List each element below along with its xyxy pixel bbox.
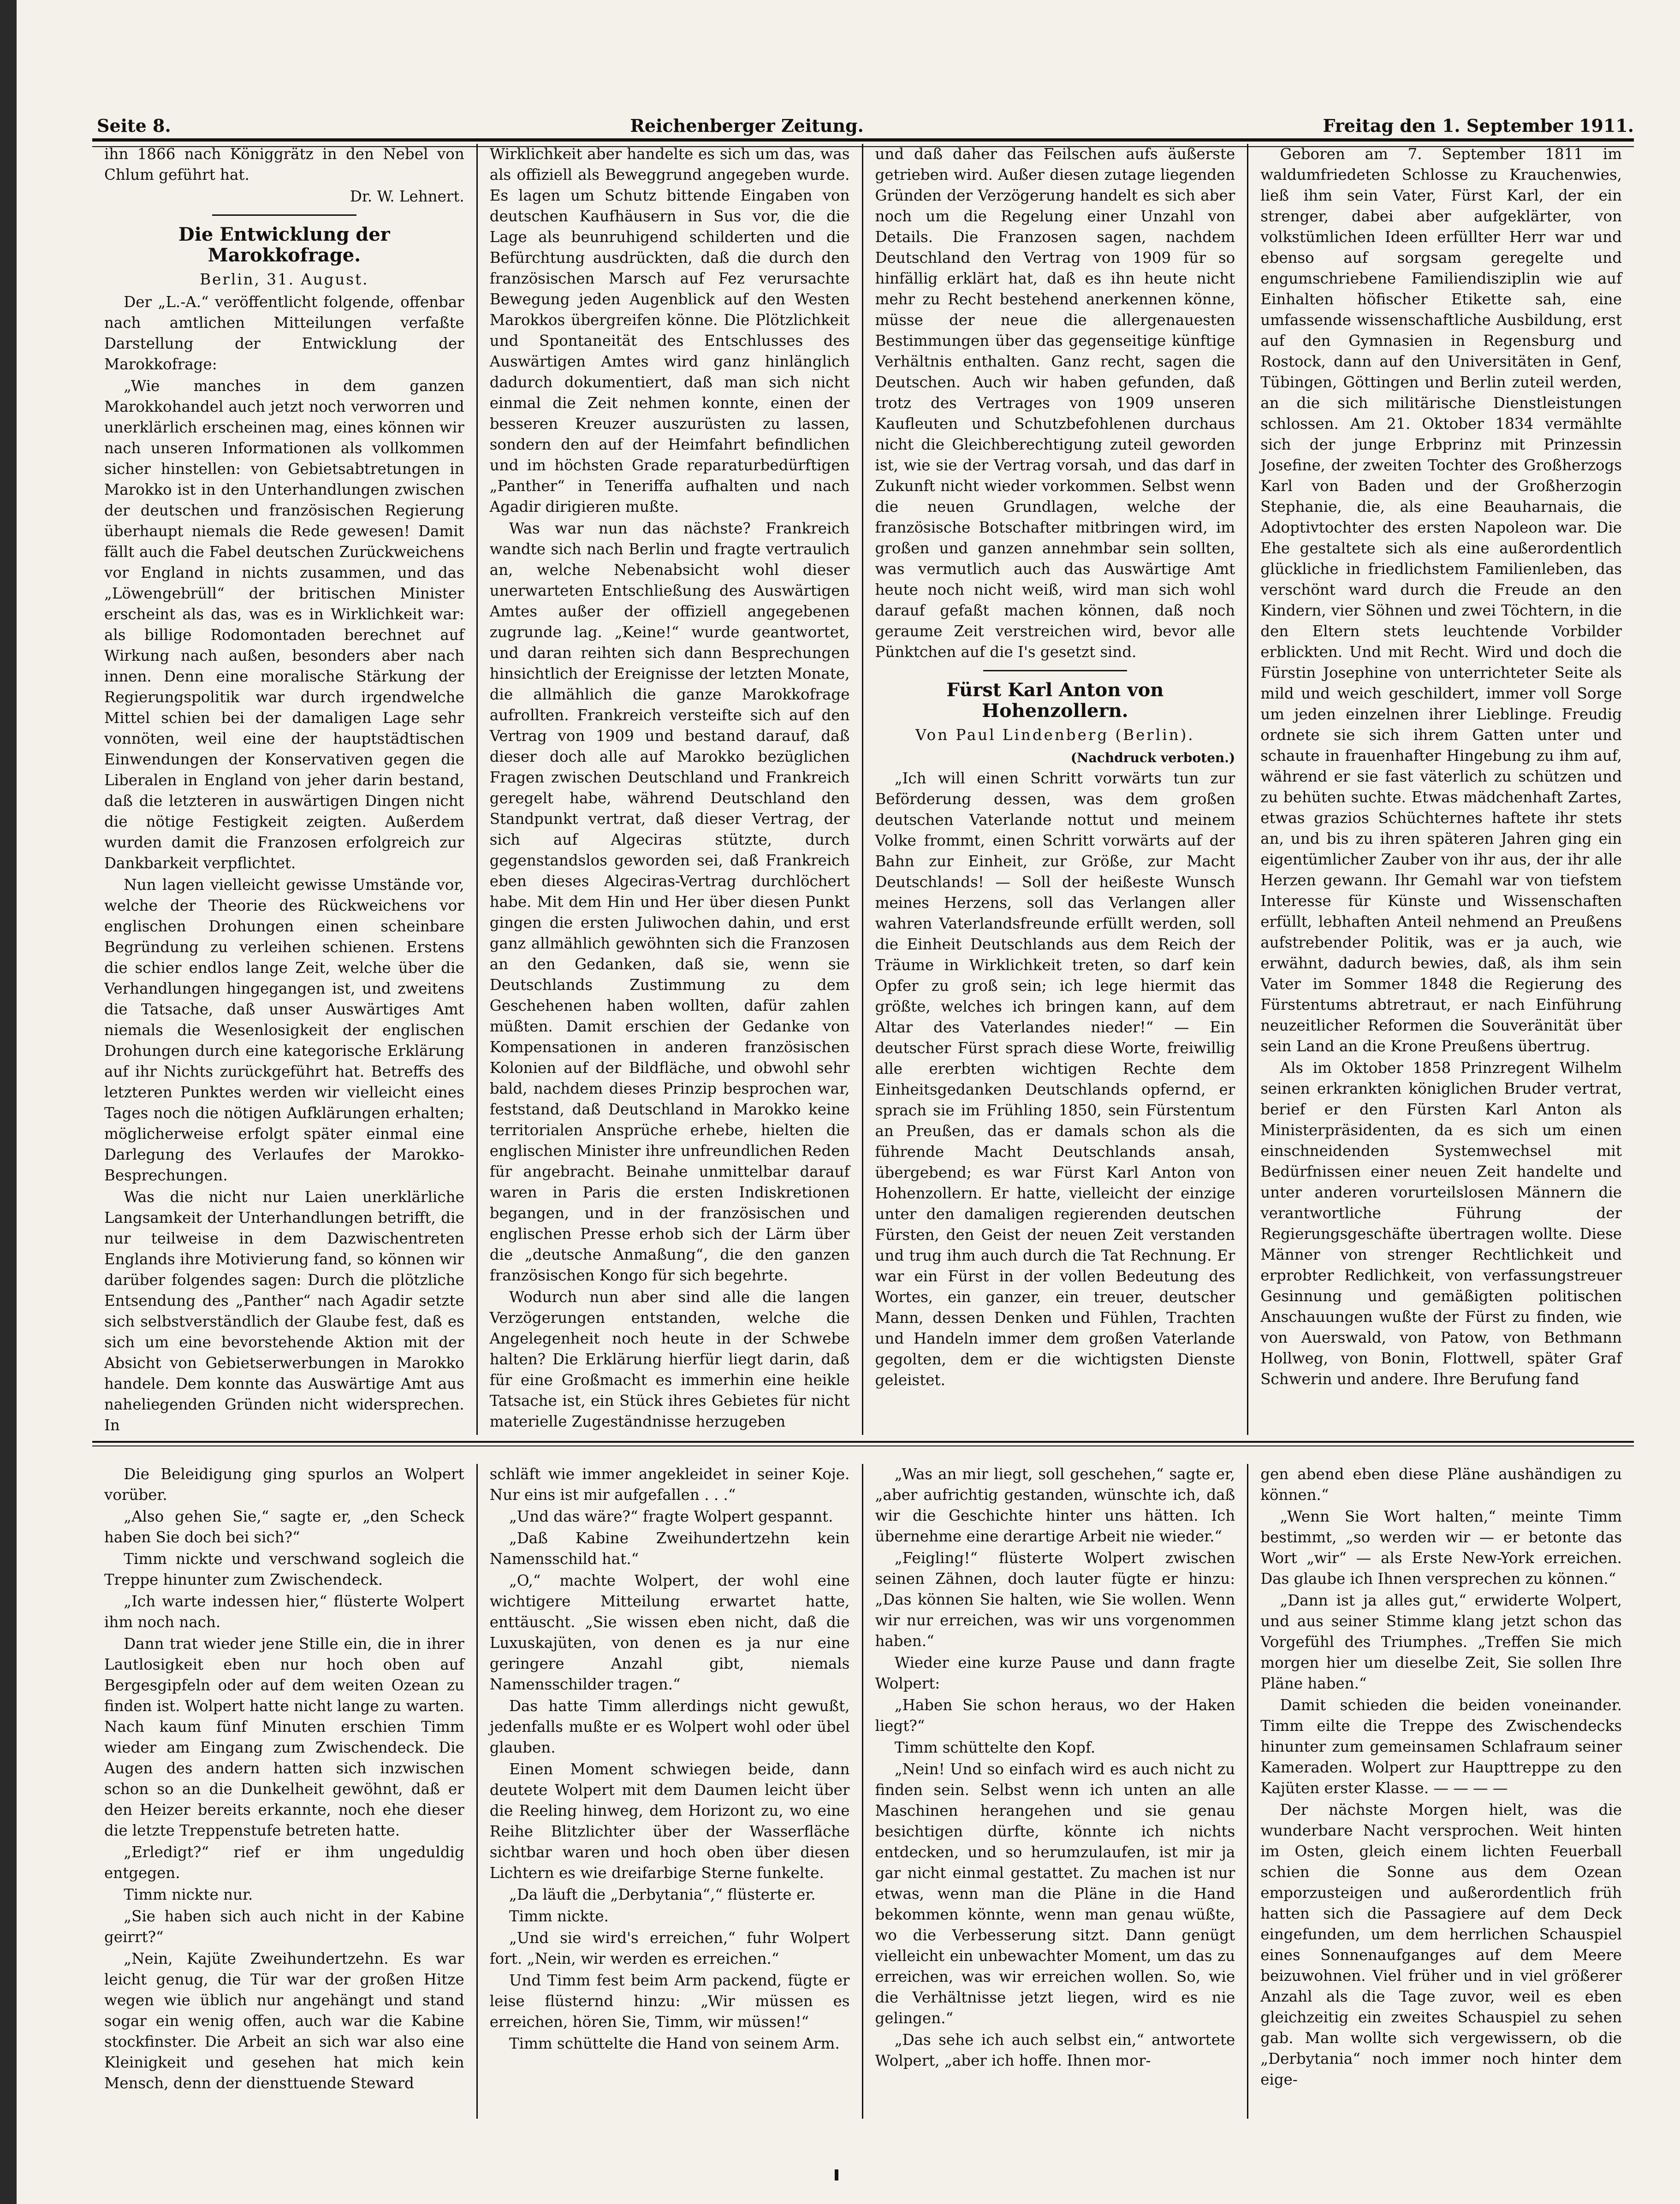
paragraph: Einen Moment schwiegen beide, dann deutete Wolpert mit dem Daumen leicht über die Reeling hinweg, dem Horizont zu, wo eine Reihe Blitzlichter über der Wasserfläche sichtbar waren und hoch oben über diesen Lichtern es wie dreifarbige Sterne funkelte.: [489, 1760, 850, 1882]
paragraph: „Und sie wird's erreichen,“ fuhr Wolpert fort. „Nein, wir werden es erreichen.“: [489, 1929, 850, 1967]
paragraph: „Ich warte indessen hier,“ flüsterte Wolpert ihm noch nach.: [104, 1593, 464, 1631]
paragraph: Was war nun das nächste? Frankreich wandte sich nach Berlin und fragte vertraulich an, welche Nebenabsicht wohl dieser unerwarteten Entschließung des Auswärtigen Amtes außer der offiziell angegebenen zugrunde lag. „Keine!“ wurde geantwortet, und daran reihten sich dann Besprechungen hinsichtlich der Ereignisse der letzten Monate, die allmählich die ganze Marokkofrage aufrollten. Frankreich versteifte sich auf den Vertrag von 1909 und bestand darauf, daß dieser doch alle auf Marokko bezüglichen Fragen zwischen Deutschland und Frankreich geregelt habe, während Deutschland den Standpunkt vertrat, daß dieser Vertrag, der sich auf Algeciras stützte, durch gegenstandslos geworden sei, daß Frankreich eben dieses Algeciras-Vertrag durchlöchert habe. Mit dem Hin und Her über diesen Punkt gingen die ersten Juliwochen dahin, und erst ganz allmählich gewöhnten sich die Franzosen an den Gedanken, daß sie, wenn sie Deutschlands Zustimmung zu dem Geschehenen haben wollten, dafür zahlen müßten. Damit erschien der Gedanke von Kompensationen in anderen französischen Kolonien auf der Bildfläche, und obwohl sehr bald, nachdem dieses Prinzip besprochen war, feststand, daß Deutschland in Marokko keine territorialen Ansprüche erhebe, hielten die englischen Minister ihre unfreundlichen Reden für angebracht. Beinahe unmittelbar darauf waren in Paris die ersten Indiskretionen begangen, und in der französischen und englischen Presse erhob sich der Lärm über die „deutsche Anmaßung“, die den ganzen französischen Kongo für sich begehrte.: [489, 520, 850, 1284]
column-2: [478, 144, 863, 1435]
paragraph: Und Timm fest beim Arm packend, fügte er leise flüsternd hinzu: „Wir müssen es erreichen, hören Sie, Timm, wir müssen!“: [489, 1972, 850, 2031]
paragraph: Als im Oktober 1858 Prinzregent Wilhelm seinen erkrankten königlichen Bruder vertrat, berief er den Fürsten Karl Anton als Ministerpräsidenten, da es sich um einen einschneidenden Systemwechsel mit Bedürfnissen einer neuen Zeit handelte und unter anderen vorurteilslosen Männern die verantwortliche Führung der Regierungsgeschäfte übertragen wollte. Diese Männer von strenger Rechtlichkeit und erprobter Redlichkeit, von verfassungstreuer Gesinnung und gemäßigten politischen Anschauungen wußte der Fürst zu finden, wie von Auerswald, von Patow, von Bethmann Hollweg, von Bonin, Flottwell, später Graf Schwerin und andere. Ihre Berufung fand: [1260, 1059, 1622, 1388]
paragraph: „Also gehen Sie,“ sagte er, „den Scheck haben Sie doch bei sich?“: [104, 1508, 464, 1546]
column-4: [1248, 144, 1634, 1435]
paragraph: „Wie manches in dem ganzen Marokkohandel auch jetzt noch verworren und unerklärlich erscheinen mag, eines können wir nach unseren Informationen als vollkommen sicher hinstellen: von Gebietsabtretungen in Marokko ist in den Unterhandlungen zwischen der deutschen und französischen Regierung überhaupt niemals die Rede gewesen! Damit fällt auch die Fabel deutschen Zurückweichens vor England in nichts zusammen, und das „Löwengebrüll“ der britischen Minister erscheint als das, was es in Wirklichkeit war: als billige Rodomontaden berechnet auf Wirkung nach außen, besonders aber nach innen. Denn eine moralische Stärkung der Regierungspolitik war durch irgendwelche Mittel schien bei der damaligen Lage sehr vonnöten, weil eine der hauptstädtischen Einwendungen der Konservativen gegen die Liberalen in England von jeher darin bestand, daß die letzteren in auswärtigen Dingen nicht die nötige Festigkeit zeigten. Außerdem wurden damit die Franzosen erfolgreich zur Dankbarkeit verpflichtet.: [104, 377, 464, 872]
paragraph: Das hatte Timm allerdings nicht gewußt, jedenfalls mußte er es Wolpert wohl oder übel glauben.: [489, 1697, 850, 1756]
paragraph: Die Beleidigung ging spurlos an Wolpert vorüber.: [104, 1465, 464, 1504]
paragraph: Der „L.-A.“ veröffentlicht folgende, offenbar nach amtlichen Mitteilungen verfaßte Darstellung der Entwicklung der Marokkofrage:: [104, 293, 464, 373]
paragraph: Timm schüttelte die Hand von seinem Arm.: [509, 2035, 840, 2052]
paragraph: „O,“ machte Wolpert, der wohl eine wichtigere Mitteilung erwartet hatte, enttäuscht. „Sie wissen eben nicht, daß die Luxuskajüten, von denen es ja nur eine geringere Anzahl gibt, niemals Namensschilder tragen.“: [489, 1572, 850, 1693]
paragraph: Timm nickte.: [509, 1908, 609, 1925]
scan-edge: [0, 0, 17, 2204]
paragraph: „Erledigt?“ rief er ihm ungeduldig entgegen.: [104, 1843, 464, 1882]
feuilleton-column-3: [863, 1464, 1249, 2119]
paragraph: „Dann ist ja alles gut,“ erwiderte Wolpert, und aus seiner Stimme klang jetzt schon das Vorgefühl des Triumphes. „Treffen Sie mich morgen hier um dieselbe Zeit, Sie sollen Ihre Pläne haben.“: [1260, 1592, 1622, 1692]
paragraph: Wieder eine kurze Pause und dann fragte Wolpert:: [875, 1654, 1235, 1692]
reprint-note: (Nachdruck verboten.): [1070, 750, 1235, 765]
paragraph: „Nein! Und so einfach wird es auch nicht zu finden sein. Selbst wenn ich unten an alle Maschinen herangehen und sie genau besichtigen dürfte, könnte ich nichts entdecken, und so herumzulaufen, ist mir ja gar nicht einmal gestattet. Zu machen ist nur etwas, wenn man die Pläne in die Hand bekommen könnte, wenn man genau wüßte, wo die Verbesserung sitzt. Dann genügt vielleicht ein unbewachter Moment, um das zu erreichen, was wir erreichen wollen. So, wie die Verhältnisse jetzt liegen, wird es nie gelingen.“: [875, 1760, 1235, 2027]
feuilleton-column-4: [1248, 1464, 1634, 2119]
feuilleton-section: [92, 1464, 1634, 2119]
paragraph: „Feigling!“ flüsterte Wolpert zwischen seinen Zähnen, doch lauter fügte er hinzu: „Das können Sie halten, wie Sie wollen. Wenn wir nur erreichen, was wir uns vorgenommen haben.“: [875, 1549, 1235, 1650]
paragraph: „Und das wäre?“ fragte Wolpert gespannt.: [509, 1508, 833, 1525]
feuilleton-column-1: [92, 1464, 478, 2119]
column-3: [863, 144, 1249, 1435]
paragraph: Dann trat wieder jene Stille ein, die in ihrer Lautlosigkeit eben nur hoch oben auf Bergesgipfeln oder auf dem weiten Ozean zu finden ist. Wolpert hatte nicht lange zu warten. Nach kaum fünf Minuten erschien Timm wieder am Eingang zum Zwischendeck. Die Augen des andern hatten sich inzwischen schon so an die Dunkelheit gewöhnt, daß er den Heizer bereits erkannte, noch ehe dieser die letzte Treppenstufe betreten hatte.: [104, 1635, 464, 1839]
column-1: [92, 144, 478, 1435]
article-separator: [212, 214, 356, 216]
feuilleton-rule: [92, 1441, 1634, 1446]
paragraph: „Sie haben sich auch nicht in der Kabine geirrt?“: [104, 1908, 464, 1946]
paragraph: gen abend eben diese Pläne aushändigen zu können.“: [1260, 1465, 1622, 1504]
paragraph: Timm nickte nur.: [124, 1886, 253, 1903]
paragraph: „Da läuft die „Derbytania“,“ flüsterte er.: [509, 1886, 816, 1903]
paragraph: Geboren am 7. September 1811 im waldumfriedeten Schlosse zu Krauchenwies, ließ ihm sein Vater, Fürst Karl, der ein strenger, dabei aber aufgeklärter, von volkstümlichen Ideen erfüllter Herr war und ebenso auf sorgsam geregelte und engumschriebene Familiendisziplin wie auf Einhalten höfischer Etikette sah, eine umfassende wissenschaftliche Ausbildung, erst auf den Gymnasien in Regensburg und Rostock, dann auf den Universitäten in Genf, Tübingen, Göttingen und Berlin zuteil werden, an die sich militärische Dienstleistungen schlossen. Am 21. Oktober 1834 vermählte sich der junge Erbprinz mit Prinzessin Josefine, der zweiten Tochter des Großherzogs Karl von Baden und der Großherzogin Stephanie, die, als eine Beauharnais, die Adoptivtochter des ersten Napoleon war. Die Ehe gestaltete sich als eine außerordentlich glückliche in friedlichstem Familienleben, das verschönt ward durch die Freude an den Kindern, vier Söhnen und zwei Töchtern, in die den Eltern stets leuchtende Vorbilder erblickten. Und mit Recht. Wird und doch die Fürstin Josephine von unterrichteter Seite als mild und weich geschildert, immer voll Sorge um jeden einzelnen ihrer Lieblinge. Freudig ordnete sie sich ihrem Gatten unter und schaute in frauenhafter Hingebung zu ihm auf, während er sie fast väterlich zu schützen und zu behüten suchte. Etwas mädchenhaft Zartes, etwas grazios Schüchternes haftete ihr stets an, und bis zu ihren späteren Jahren ging ein eigentümlicher Zauber von ihr aus, der ihr alle Herzen gewann. Ihr Gemahl war von tiefstem Interesse für Künste und Wissenschaften erfüllt, lebhaften Anteil nehmend an Preußens aufstrebender Politik, was er ja auch, wie erwähnt, dadurch bewies, daß, als ihm sein Vater im Sommer 1848 die Regierung des Fürstentums abtretraut, er nach Einführung neuzeitlicher Reformen die Souveränität über sein Land an die Krone Preußens übertrug.: [1260, 145, 1622, 1055]
newspaper-name: Reichenberger Zeitung.: [630, 115, 864, 136]
paragraph: Wodurch nun aber sind alle die langen Verzögerungen entstanden, welche die Angelegenheit noch heute in der Schwebe halten? Die Erklärung hierfür liegt darin, daß für eine Großmacht es immerhin eine heikle Tatsache ist, ein Stück ihres Gebietes für nicht materielle Zugeständnisse herzugeben: [489, 1288, 850, 1430]
paragraph: Wirklichkeit aber handelte es sich um das, was als offiziell als Beweggrund angegeben wurde. Es lagen um Schutz bittende Eingaben von deutschen Kaufhäusern in Sus vor, die die Lage als beunruhigend schilderten und die Befürchtung ausdrückten, daß die durch den französischen Marsch auf Fez verursachte Bewegung jeden Augenblick auf den Westen Marokkos übergreifen könne. Die Plötzlichkeit und Spontaneität des Entschlusses des Auswärtigen Amtes wird ganz hinlänglich dadurch dokumentiert, daß man sich nicht einmal die Zeit nehmen konnte, einen der besseren Kreuzer auszurüsten zu lassen, sondern den auf der Heimfahrt befindlichen und im höchsten Grade reparaturbedürftigen „Panther“ in Teneriffa aufhalten und nach Agadir dirigieren mußte.: [489, 145, 850, 515]
paragraph: schläft wie immer angekleidet in seiner Koje. Nur eins ist mir aufgefallen . . .“: [489, 1465, 850, 1504]
dateline: Berlin, 31. August.: [200, 271, 369, 288]
page-header: [97, 104, 1634, 136]
paragraph: Was die nicht nur Laien unerklärliche Langsamkeit der Unterhandlungen betrifft, die nur teilweise in dem Dazwischentreten Englands ihre Motivierung fand, so können wir darüber folgendes sagen: Durch die plötzliche Entsendung des „Panther“ nach Agadir setzte sich selbstverständlich der Glaube fest, daß es sich um eine bevorstehende Aktion mit der Absicht von Gebietserwerbungen in Marokko handele. Dem konnte das Auswärtige Amt aus naheliegenden Gründen nicht widersprechen. In: [104, 1188, 464, 1434]
paragraph: Nun lagen vielleicht gewisse Umstände vor, welche der Theorie des Rückweichens vor englischen Drohungen einen scheinbare Begründung zu verleihen schienen. Erstens die schier endlos lange Zeit, welche über die Verhandlungen hingegangen ist, und zweitens die Tatsache, daß unser Auswärtiges Amt niemals die Wesenlosigkeit der englischen Drohungen durch eine kategorische Erklärung auf ihr Nichts zurückgeführt hat. Betreffs des letzteren Punktes werden wir vielleicht eines Tages noch die nötigen Aufklärungen erhalten; möglicherweise erfolgt später einmal eine Darlegung des Verlaufes der Marokko-Besprechungen.: [104, 876, 464, 1184]
paragraph: „Was an mir liegt, soll geschehen,“ sagte er, „aber aufrichtig gestanden, wünschte ich, daß wir die Geschichte hinter uns hätten. Ich übernehme eine derartige Arbeit nie wieder.“: [875, 1465, 1235, 1545]
issue-date: Freitag den 1. September 1911.: [1323, 115, 1634, 136]
author-signature: Dr. W. Lehnert.: [350, 188, 464, 205]
paragraph: und daß daher das Feilschen aufs äußerste getrieben wird. Außer diesen zutage liegenden Gründen der Verzögerung handelt es sich aber noch um die Regelung einer Unzahl von Details. Die Franzosen sagen, nachdem Deutschland den Vertrag von 1909 für so hinfällig erklärt hat, daß es ihn heute nicht mehr zu Recht bestehend anerkennen könne, müsse der neue die allergenauesten Bestimmungen über das gegenseitige künftige Verhältnis enthalten. Ganz recht, sagen die Deutschen. Auch wir haben gefunden, daß trotz des Vertrages von 1909 unseren Kaufleuten und Schutzbefohlenen durchaus nicht die Gleichberechtigung zuteil geworden ist, wie sie der Vertrag vorsah, und das darf in Zukunft nicht wieder vorkommen. Selbst wenn die neuen Grundlagen, welche der französische Botschafter mitbringen wird, im großen und ganzen annehmbar sein sollten, was vermutlich auch das Auswärtige Amt heute noch nicht weiß, wird man sich wohl darauf gefaßt machen können, daß noch geraume Zeit verstreichen wird, bevor alle Pünktchen auf die I's gesetzt sind.: [875, 145, 1235, 661]
article-author: Von Paul Lindenberg (Berlin).: [915, 726, 1195, 744]
carryover-text: ihn 1866 nach Königgrätz in den Nebel von Chlum geführt hat.: [104, 145, 464, 184]
paragraph: „Haben Sie schon heraus, wo der Haken liegt?“: [875, 1696, 1235, 1735]
paragraph: „Das sehe ich auch selbst ein,“ antwortete Wolpert, „aber ich hoffe. Ihnen mor-: [875, 2031, 1235, 2069]
paragraph: „Wenn Sie Wort halten,“ meinte Timm bestimmt, „so werden wir — er betonte das Wort „wir“ — als Erste New-York erreichen. Das glaube ich Ihnen versprechen zu können.“: [1260, 1508, 1622, 1588]
paragraph: Timm schüttelte den Kopf.: [894, 1739, 1096, 1756]
article-title: Die Entwicklung der Marokkofrage.: [178, 224, 390, 266]
top-section: [92, 144, 1634, 1435]
page-number: Seite 8.: [97, 115, 171, 136]
article-title: Fürst Karl Anton von Hohenzollern.: [946, 679, 1164, 722]
paragraph: „Ich will einen Schritt vorwärts tun zur Beförderung dessen, was dem großen deutschen Vaterlande nottut und meinem Volke frommt, einen Schritt vorwärts auf der Bahn zur Einheit, zur Größe, zur Macht Deutschlands! — Soll der heißeste Wunsch meines Herzens, soll das Verlangen aller wahren Vaterlandsfreunde erfüllt werden, soll die Einheit Deutschlands aus dem Reich der Träume in Wirklichkeit treten, so darf kein Opfer zu groß sein; ich lege hiermit das größte, welches ich bringen kann, auf dem Altar des Vaterlandes nieder!“ — Ein deutscher Fürst sprach diese Worte, freiwillig alle ererbten wichtigen Rechte dem Einheitsgedanken Deutschlands opfernd, er sprach sie im Frühling 1850, sein Fürstentum an Preußen, das er damals schon als die führende Macht Deutschlands ansah, übergebend; es war Fürst Karl Anton von Hohenzollern. Er hatte, vielleicht der einzige unter den damaligen regierenden deutschen Fürsten, den Geist der neuen Zeit verstanden und trug ihm auch durch die Tat Rechnung. Er war ein Fürst in der vollen Bedeutung des Wortes, ein ganzer, ein treuer, deutscher Mann, dessen Denken und Fühlen, Trachten und Handeln immer dem großen Vaterlande gegolten, dem er die wichtigsten Dienste geleistet.: [875, 770, 1235, 1389]
feuilleton-column-2: [478, 1464, 863, 2119]
paragraph: Timm nickte und verschwand sogleich die Treppe hinunter zum Zwischendeck.: [104, 1550, 464, 1588]
paragraph: „Daß Kabine Zweihundertzehn kein Namensschild hat.“: [489, 1529, 850, 1568]
paragraph: „Nein, Kajüte Zweihundertzehn. Es war leicht genug, die Tür war der großen Hitze wegen wie üblich nur angehängt und stand sogar ein wenig offen, auch war die Kabine stockfinster. Die Arbeit an sich war also eine Kleinigkeit und gesehen hat mich kein Mensch, denn der diensttuende Steward: [104, 1950, 464, 2092]
article-separator: [983, 670, 1127, 671]
print-mark: [835, 2169, 838, 2180]
paragraph: Damit schieden die beiden voneinander. Timm eilte die Treppe des Zwischendecks hinunter zum gemeinsamen Schlafraum seiner Kameraden. Wolpert zur Haupttreppe zu den Kajüten erster Klasse. — — — —: [1260, 1696, 1622, 1797]
paragraph: Der nächste Morgen hielt, was die wunderbare Nacht versprochen. Weit hinten im Osten, gleich einem lichten Feuerball schien die Sonne aus dem Ozean emporzusteigen und außerordentlich früh hatten sich die Passagiere auf dem Deck eingefunden, um dem herrlichen Schauspiel eines Sonnenaufganges auf dem Meere beizuwohnen. Viel früher und in viel größerer Anzahl als die Tage zuvor, weil es eben gleichzeitig ein zweites Schauspiel zu sehen gab. Man wollte sich vergewissern, ob die „Derbytania“ noch immer noch hinter dem eige-: [1260, 1801, 1622, 2088]
